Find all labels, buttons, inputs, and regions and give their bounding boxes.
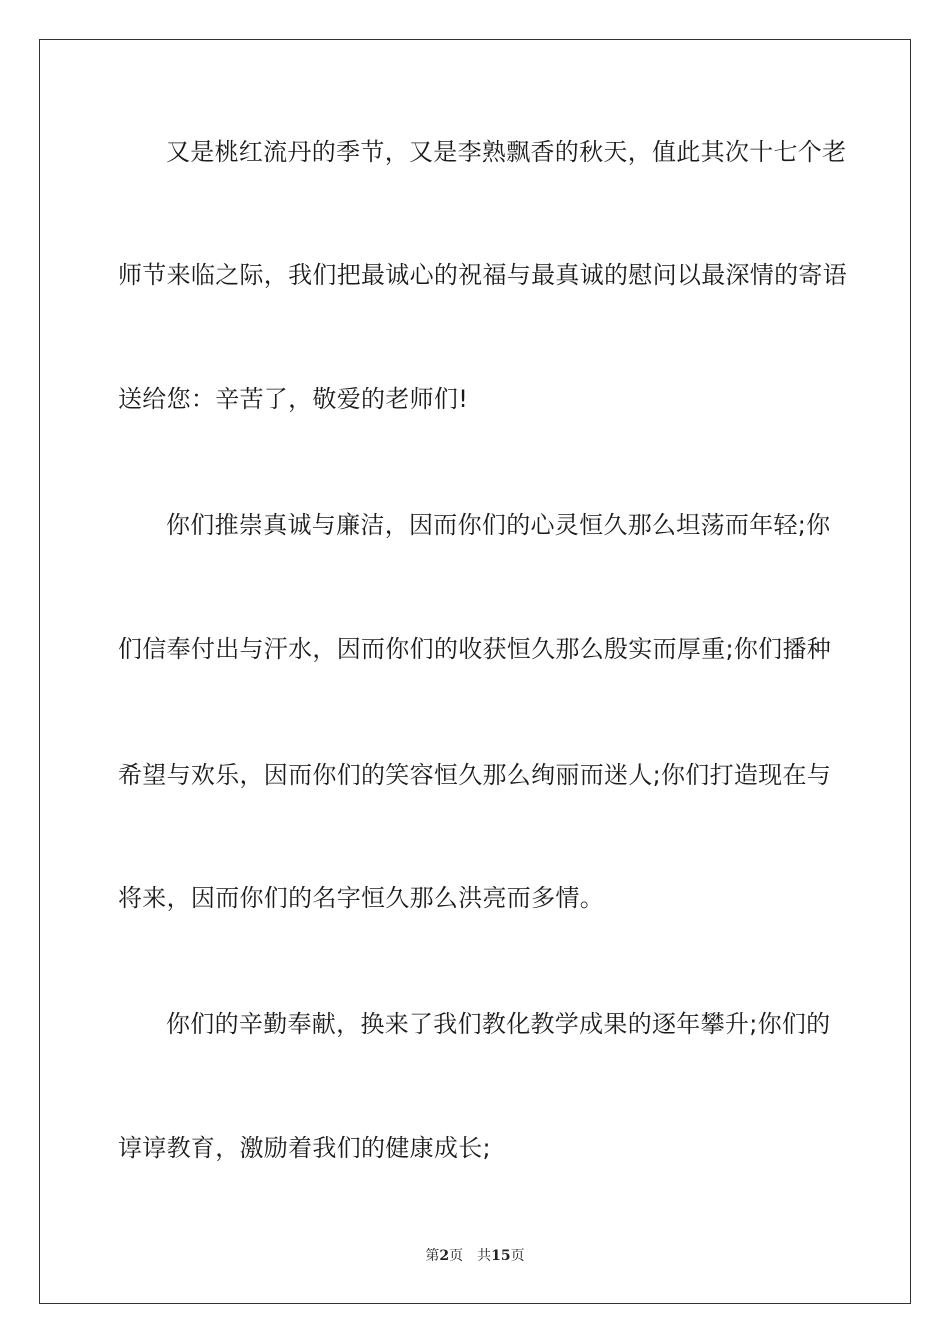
paragraph-line: 谆谆教育，激励着我们的健康成长; [118,1134,491,1162]
paragraph-line: 希望与欢乐，因而你们的笑容恒久那么绚丽而迷人;你们打造现在与 [118,761,832,789]
paragraph-line: 又是桃红流丹的季节，又是李熟飘香的秋天，值此其次十七个老 [166,138,847,166]
paragraph-line: 你们推崇真诚与廉洁，因而你们的心灵恒久那么坦荡而年轻;你 [166,511,831,539]
total-prefix: 共 [477,1248,492,1264]
page-suffix: 页 [449,1248,464,1264]
paragraph-line: 师节来临之际，我们把最诚心的祝福与最真诚的慰问以最深情的寄语 [118,261,847,289]
paragraph-line: 送给您：辛苦了，敬爱的老师们! [118,385,469,413]
paragraph-line: 你们的辛勤奉献，换来了我们教化教学成果的逐年攀升;你们的 [166,1010,831,1038]
total-pages: 15 [491,1248,511,1264]
page-border [39,39,911,1304]
page-number: 2 [439,1248,450,1264]
page-prefix: 第 [425,1248,440,1264]
total-suffix: 页 [510,1248,525,1264]
page-footer [0,1247,950,1265]
paragraph-line: 将来，因而你们的名字恒久那么洪亮而多情。 [118,884,604,912]
paragraph-line: 们信奉付出与汗水，因而你们的收获恒久那么殷实而厚重;你们播种 [118,635,832,663]
